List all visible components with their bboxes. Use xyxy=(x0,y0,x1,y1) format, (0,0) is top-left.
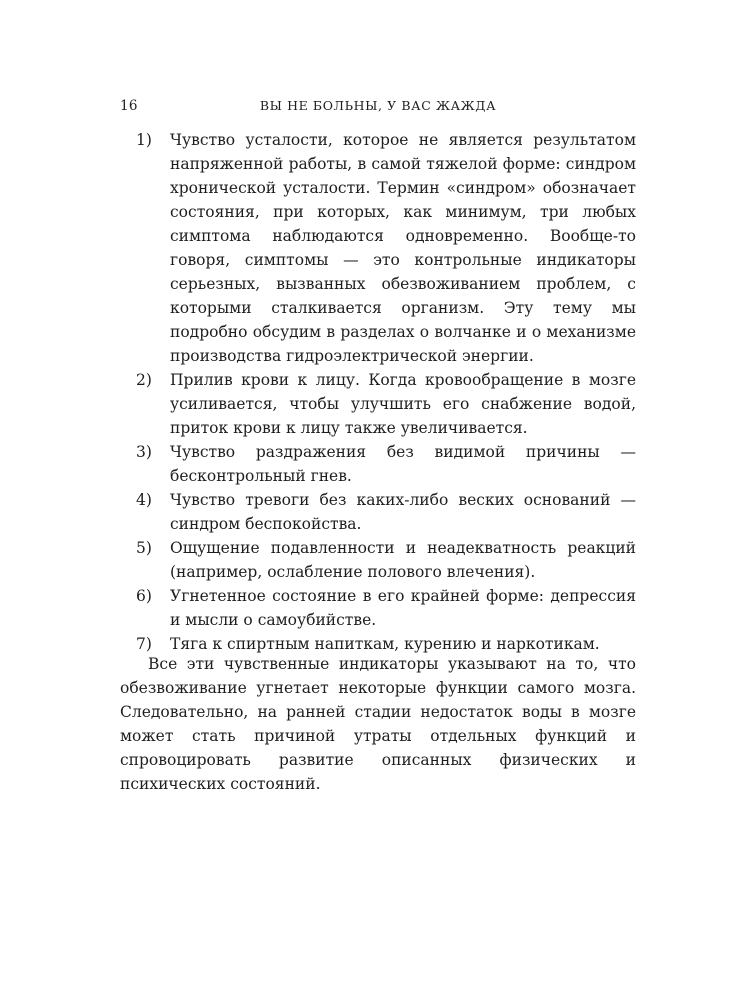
list-item xyxy=(136,488,636,536)
list-item-number: 6) xyxy=(136,587,152,605)
list-item xyxy=(136,584,636,632)
symptom-list xyxy=(136,128,636,656)
list-item-text: Угнетенное состояние в его крайней форме: депрессия и мысли о самоубийстве. xyxy=(170,587,636,629)
running-head xyxy=(120,98,636,118)
page-number: 16 xyxy=(120,98,138,114)
list-item-text: Прилив крови к лицу. Когда кровообращение в мозге усиливается, чтобы улучшить его снабжение водой, приток крови к лицу также увеличивается. xyxy=(170,371,636,437)
list-item-text: Чувство раздражения без видимой причины — бесконтрольный гнев. xyxy=(170,443,636,485)
list-item-number: 7) xyxy=(136,635,152,653)
list-item-text: Ощущение подавленности и неадекватность реакций (например, ослабление полового влечения). xyxy=(170,539,636,581)
list-item xyxy=(136,128,636,368)
body-paragraph: Все эти чувственные индикаторы указывают на то, что обезвоживание угнетает некоторые функции самого мозга. Следовательно, на ранней стадии недостаток воды в мозге может стать причиной утраты отдельных функций и спровоцировать развитие описанных физических и психических состояний. xyxy=(120,655,636,793)
list-item xyxy=(136,536,636,584)
list-item-text: Чувство тревоги без каких-либо веских оснований — синдром беспокойства. xyxy=(170,491,636,533)
list-item-text: Чувство усталости, которое не является результатом напряженной работы, в самой тяжелой форме: синдром хронической усталости. Термин «синдром» обозначает состояния, при которых, как минимум, три любых симптома наблюдаются одновременно. Вообще-то говоря, симптомы — это контрольные индикаторы серьезных, вызванных обезвоживанием проблем, с которыми сталкивается организм. Эту тему мы подробно обсудим в разделах о волчанке и о механизме производства гидроэлектрической энергии. xyxy=(170,131,636,365)
list-item xyxy=(136,368,636,440)
list-item-number: 4) xyxy=(136,491,152,509)
book-title: ВЫ НЕ БОЛЬНЫ, У ВАС ЖАЖДА xyxy=(259,98,497,113)
list-item-number: 3) xyxy=(136,443,152,461)
list-item-text: Тяга к спиртным напиткам, курению и наркотикам. xyxy=(170,635,600,653)
list-item-number: 1) xyxy=(136,131,152,149)
list-item xyxy=(136,440,636,488)
list-item-number: 2) xyxy=(136,371,152,389)
list-item-number: 5) xyxy=(136,539,152,557)
